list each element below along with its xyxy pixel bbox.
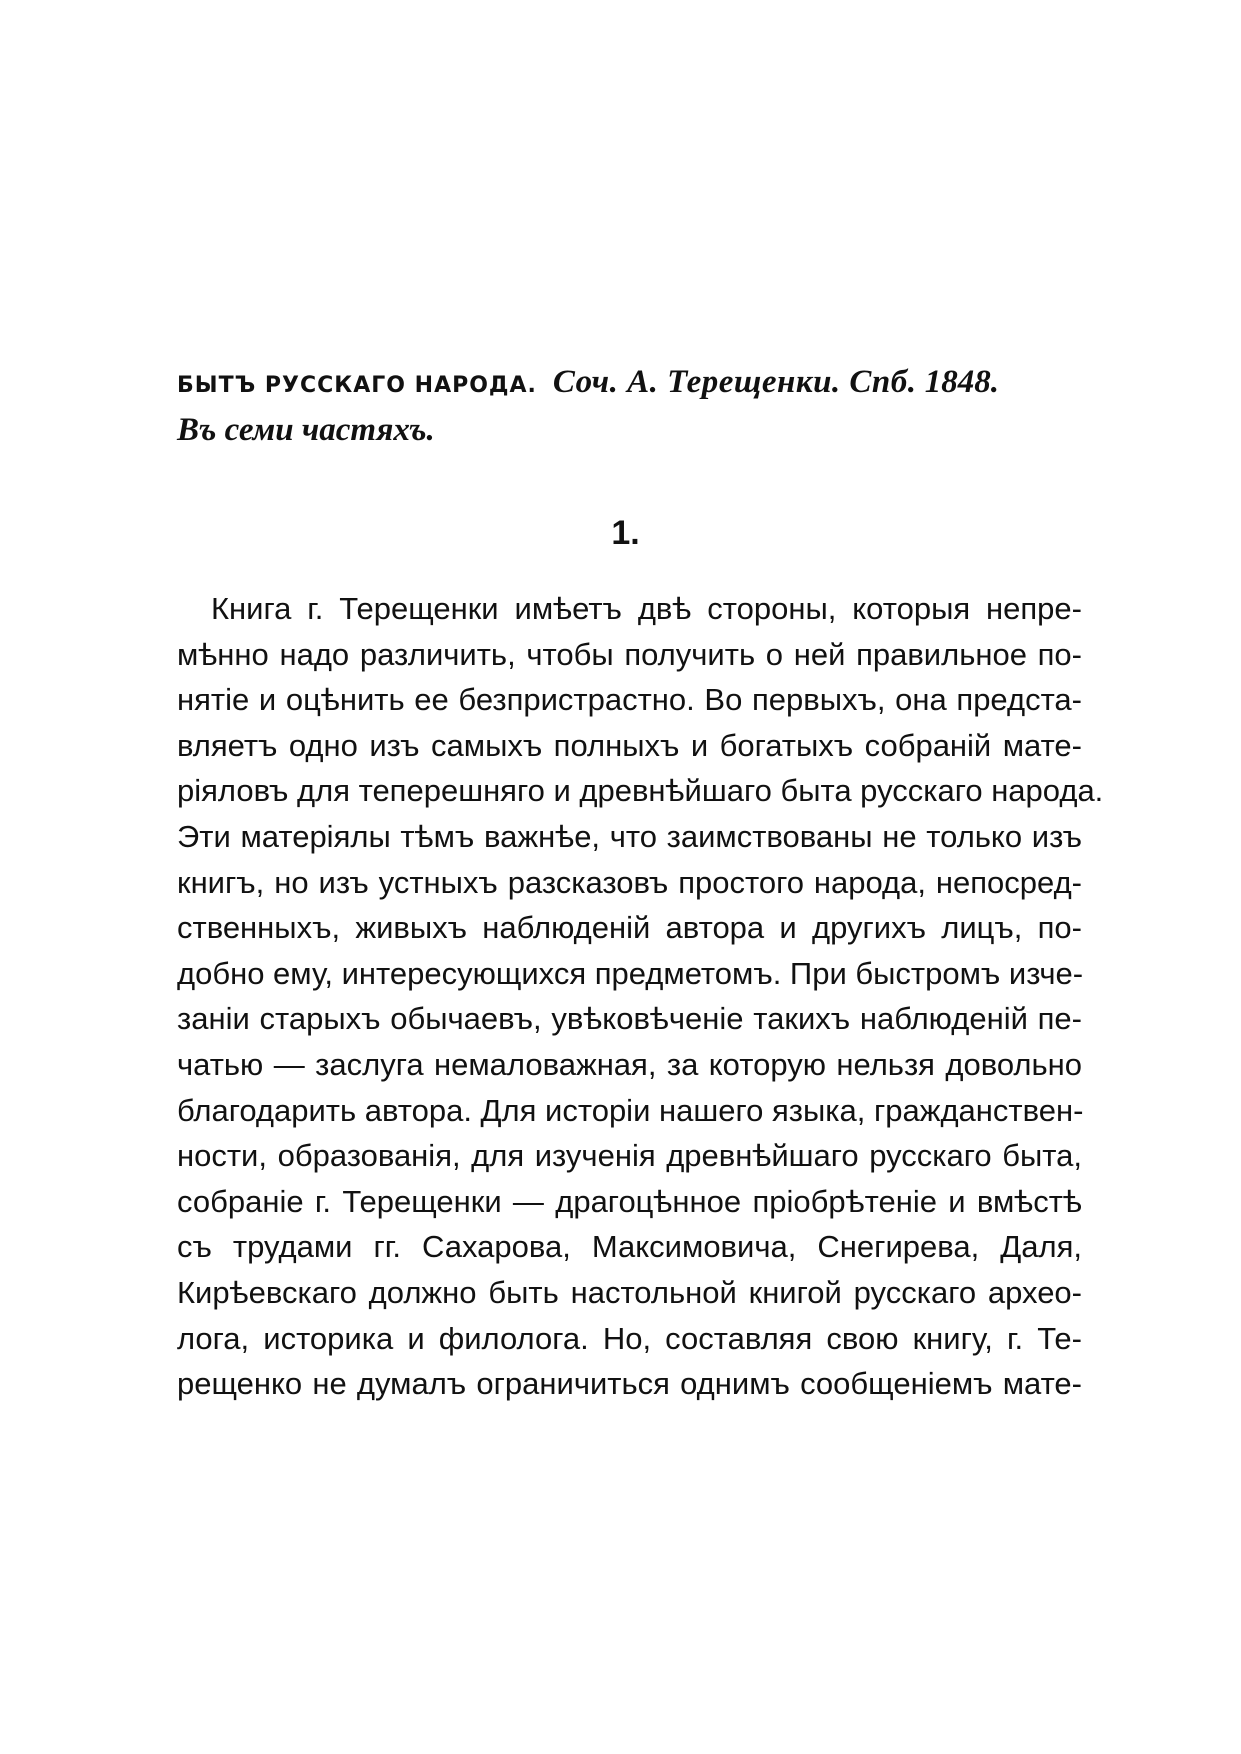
text-line: чатью — заслуга немаловажная, за которую нельзя довольно — [177, 1046, 1082, 1082]
text-line: рещенко не думалъ ограничиться однимъ сообщеніемъ мате- — [177, 1366, 1082, 1402]
book-author: Соч. А. Терещенки. Спб. — [552, 364, 917, 400]
text-line: собраніе г. Терещенки — драгоцѣнное пріобрѣтеніе и вмѣстѣ — [177, 1183, 1082, 1219]
book-year: 1848. — [924, 364, 999, 400]
text-line: ственныхъ, живыхъ наблюденій автора и другихъ лицъ, по- — [177, 910, 1082, 946]
text-line: ріяловъ для теперешняго и древнѣйшаго быта русскаго народа. — [177, 773, 1104, 809]
text-line: вляетъ одно изъ самыхъ полныхъ и богатыхъ собраній мате- — [177, 727, 1082, 763]
text-line: ности, образованія, для изученія древнѣйшаго русскаго быта, — [177, 1138, 1082, 1174]
book-title: БЫТЪ РУССКАГО НАРОДА. — [177, 373, 537, 398]
text-line: нятіе и оцѣнить ее безпристрастно. Во первыхъ, она предста- — [177, 682, 1082, 718]
text-line: Кирѣевскаго должно быть настольной книгой русскаго архео- — [177, 1274, 1082, 1310]
text-line: Эти матеріялы тѣмъ важнѣе, что заимствованы не только изъ — [177, 818, 1082, 854]
body-paragraph — [177, 586, 1104, 1407]
text-line: лога, историка и филолога. Но, составляя свою книгу, г. Те- — [177, 1320, 1082, 1356]
section-number: 1. — [611, 514, 640, 552]
text-line: заніи старыхъ обычаевъ, увѣковѣченіе такихъ наблюденій пе- — [177, 1001, 1082, 1037]
text-line: книгъ, но изъ устныхъ разсказовъ простого народа, непосред- — [177, 864, 1082, 900]
book-subtitle: Въ семи частяхъ. — [177, 412, 435, 448]
text-line: благодарить автора. Для исторіи нашего языка, гражданствен- — [177, 1092, 1084, 1128]
bibliographic-heading — [177, 360, 1082, 453]
text-line: добно ему, интересующихся предметомъ. При быстромъ изче- — [177, 955, 1084, 991]
text-line: мѣнно надо различить, чтобы получить о ней правильное по- — [177, 636, 1082, 672]
text-line: Книга г. Терещенки имѣетъ двѣ стороны, которыя непре- — [211, 591, 1082, 626]
text-line: съ трудами гг. Сахарова, Максимовича, Снегирева, Даля, — [177, 1229, 1082, 1265]
